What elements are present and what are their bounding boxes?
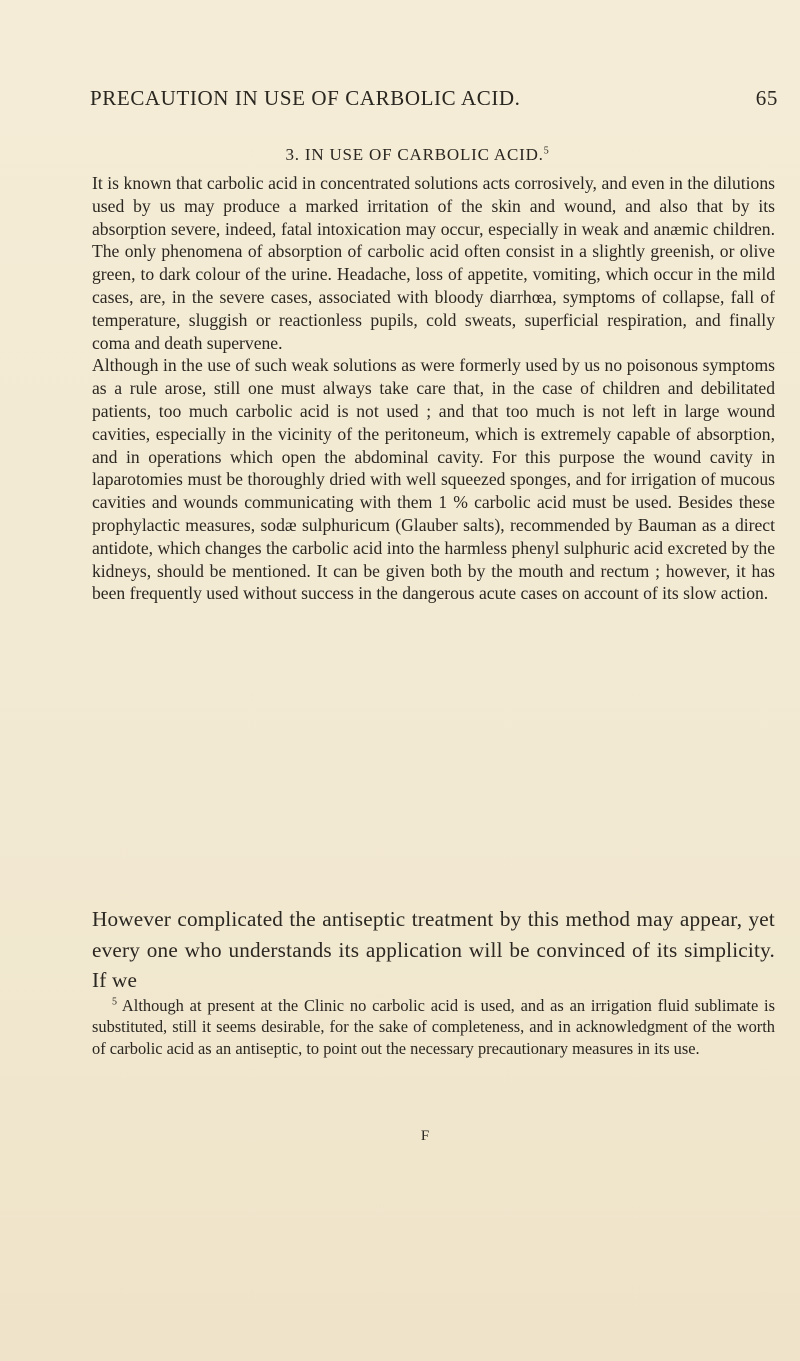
footnote-marker: 5 [112, 996, 117, 1008]
page-number: 65 [755, 86, 778, 110]
running-header [90, 86, 778, 116]
running-title: PRECAUTION IN USE OF CARBOLIC ACID. [90, 86, 521, 110]
footnote-reference: 5 [543, 145, 550, 157]
paragraph-2: Although in the use of such weak solutions as were formerly used by us no poisonous symptoms as a rule arose, still one must always take care that, in the case of children and debilitated patients, too much carbolic acid is not used ; and that too much is not left in large wound cavities, especially in the vicinity of the peritoneum, which is extremely capable of absorption, and in operations which open the abdominal cavity. For this purpose the wound cavity in laparotomies must be thoroughly dried with well squeezed sponges, and for irrigation of mucous cavities and wounds communicating with them 1 % carbolic acid must be used. Besides these prophylactic measures, sodæ sulphuricum (Glauber salts), recommended by Bauman as a direct antidote, which changes the carbolic acid into the harmless phenyl sulphuric acid excreted by the kidneys, should be mentioned. It can be given both by the mouth and rectum ; however, it has been frequently used without success in the dangerous acute cases on account of its slow action. [92, 355, 775, 604]
signature-letter: F [420, 1128, 430, 1144]
section-heading [0, 145, 800, 165]
footnote [92, 995, 775, 1059]
section-heading-text: 3. IN USE OF CARBOLIC ACID. [285, 145, 544, 164]
lead-paragraph-text: However complicated the antiseptic treatment by this method may appear, yet every one who understands its application will be convinced of its simplicity. If we [92, 907, 775, 992]
lead-paragraph [92, 904, 775, 996]
footnote-text: Although at present at the Clinic no carbolic acid is used, and as an irrigation fluid sublimate is substituted, still it seems desirable, for the sake of completeness, and in acknowledgment of the worth of carbolic acid as an antiseptic, to point out the necessary precautionary measures in its use. [92, 996, 775, 1058]
paragraph-1: It is known that carbolic acid in concentrated solutions acts corrosively, and even in the dilutions used by us may produce a marked irritation of the skin and wound, and also that by its absorption severe, indeed, fatal intoxication may occur, especially in weak and anæmic children. The only phenomena of absorption of carbolic acid often consist in a slightly greenish, or olive green, to dark colour of the urine. Headache, loss of appetite, vomiting, which occur in the mild cases, are, in the severe cases, associated with bloody diarrhœa, symptoms of collapse, fall of temperature, sluggish or reactionless pupils, cold sweats, superficial respiration, and finally coma and death supervene. [92, 173, 775, 353]
signature-mark [0, 1128, 800, 1145]
main-text [92, 172, 775, 605]
